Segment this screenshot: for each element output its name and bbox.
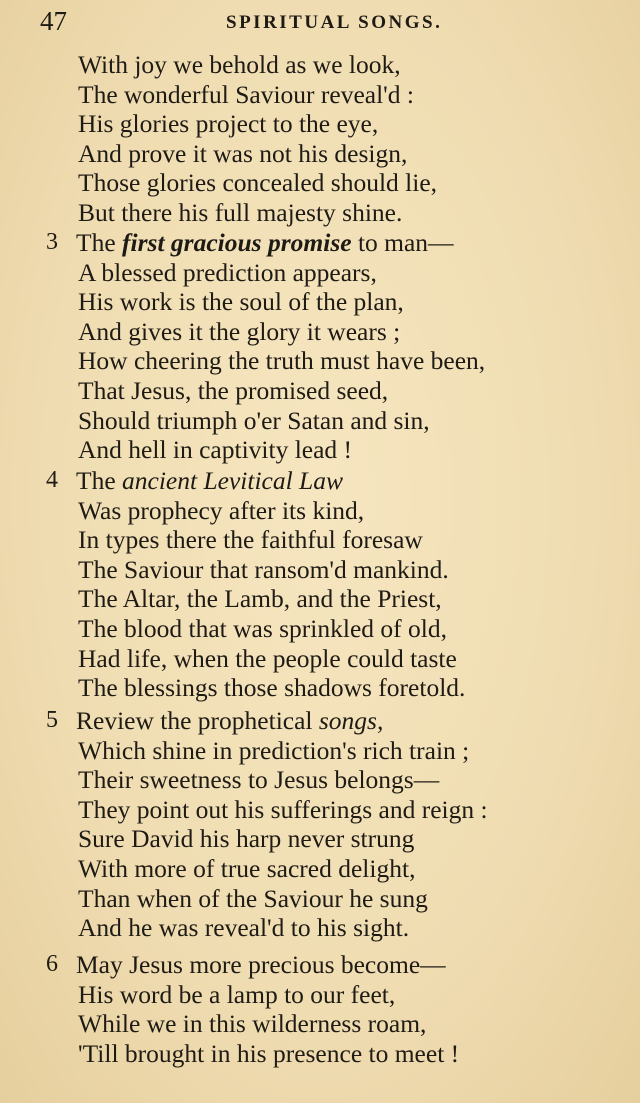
verse-line: His glories project to the eye, (78, 109, 379, 139)
italic-phrase: first gracious promise (122, 228, 352, 257)
verse-line: 5 Review the prophetical songs, (46, 706, 384, 735)
page-number: 47 (40, 6, 67, 36)
verse-line: With joy we behold as we look, (78, 50, 401, 79)
verse-line: Those glories concealed should lie, (78, 168, 438, 198)
verse-line: And prove it was not his design, (78, 138, 408, 168)
verse-line: Than when of the Saviour he sung (78, 883, 428, 913)
verse-line: 6 May Jesus more precious become— (46, 950, 446, 979)
running-title: SPIRITUAL SONGS. (226, 12, 443, 33)
verse-line: The blessings those shadows foretold. (78, 673, 466, 703)
verse-line: Which shine in prediction's rich train ; (78, 735, 470, 765)
verse-line: They point out his sufferings and reign : (78, 794, 488, 824)
verse-line: That Jesus, the promised seed, (78, 375, 389, 405)
stanza-4 (0, 466, 640, 703)
verse-line: The blood that was sprinkled of old, (78, 613, 447, 643)
verse-line: In types there the faithful foresaw (78, 525, 423, 555)
italic-phrase: songs, (318, 706, 384, 735)
verse-line: A blessed prediction appears, (78, 257, 377, 287)
stanza-6 (0, 950, 640, 1068)
italic-phrase: ancient Levitical Law (122, 466, 344, 495)
verse-line: With more of true sacred delight, (78, 853, 416, 883)
verse-line: Sure David his harp never strung (78, 824, 415, 854)
stanza-number: 3 (46, 229, 58, 255)
stanza-number: 4 (46, 467, 58, 493)
verse-line: 'Till brought in his presence to meet ! (78, 1038, 460, 1068)
verse-line: The Altar, the Lamb, and the Priest, (78, 584, 442, 614)
verse-line: Was prophecy after its kind, (78, 495, 365, 525)
verse-line: And he was reveal'd to his sight. (78, 913, 410, 943)
verse-line: Should triumph o'er Satan and sin, (78, 405, 430, 435)
verse-line: Their sweetness to Jesus belongs— (78, 765, 440, 795)
stanza-number: 6 (46, 951, 58, 977)
verse-line: His word be a lamp to our feet, (78, 979, 396, 1009)
verse-line: And hell in captivity lead ! (78, 435, 353, 465)
verse-line: 3 The first gracious promise to man— (46, 228, 454, 257)
verse-line: But there his full majesty shine. (78, 197, 403, 227)
stanza-5 (0, 706, 640, 943)
page-header (0, 6, 640, 36)
verse-line: Had life, when the people could taste (78, 643, 457, 673)
verse-line: While we in this wilderness roam, (78, 1009, 427, 1039)
stanza-3 (0, 228, 640, 465)
verse-line: 4 The ancient Levitical Law (46, 466, 344, 495)
verse-line: The Saviour that ransom'd mankind. (78, 554, 449, 584)
verse-line: The wonderful Saviour reveal'd : (78, 79, 414, 109)
verse-line: And gives it the glory it wears ; (78, 316, 401, 346)
verse-line: How cheering the truth must have been, (78, 346, 486, 376)
verse-line: His work is the soul of the plan, (78, 287, 404, 317)
stanza-continuation (0, 50, 640, 228)
stanza-number: 5 (46, 707, 58, 733)
